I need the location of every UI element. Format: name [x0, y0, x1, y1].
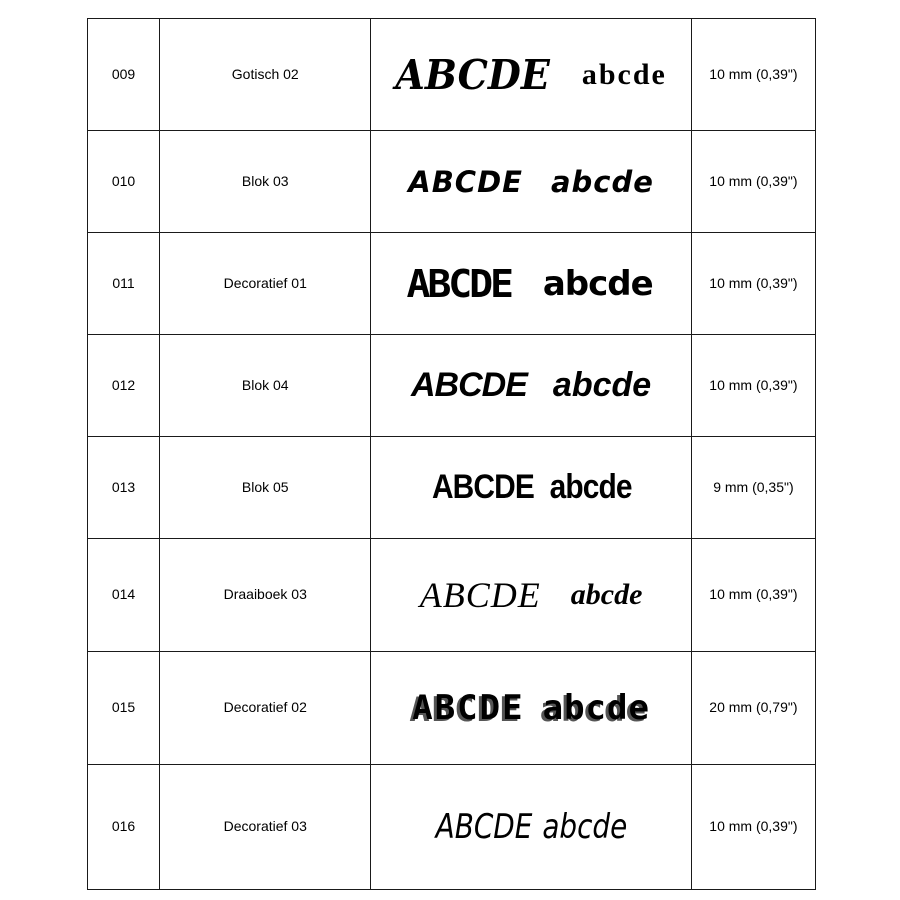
- font-number: 016: [111, 818, 136, 834]
- font-number-cell: [88, 539, 160, 652]
- sample-lowercase: abcde: [550, 468, 633, 506]
- font-size: 20 mm (0,79"): [709, 699, 798, 715]
- font-number: 012: [111, 376, 136, 393]
- font-name-cell: [160, 652, 371, 765]
- sample-uppercase: ABCDE: [431, 468, 534, 506]
- font-size: 10 mm (0,39"): [709, 65, 798, 82]
- sample-uppercase: ABCDE: [408, 164, 523, 199]
- font-number: 015: [111, 699, 136, 715]
- font-size: 10 mm (0,39"): [709, 376, 798, 393]
- font-sample-cell: [371, 335, 691, 437]
- font-number-cell: [88, 19, 160, 131]
- font-size-cell: [691, 652, 815, 765]
- font-name-cell: [160, 539, 371, 652]
- font-size-cell: [691, 131, 815, 233]
- font-table: [87, 18, 816, 890]
- font-name: Blok 04: [241, 376, 289, 393]
- font-sample-cell: [371, 539, 691, 652]
- sample-lowercase: abcde: [550, 164, 654, 199]
- font-size: 10 mm (0,39"): [709, 586, 798, 602]
- font-sample-cell: [371, 131, 691, 233]
- font-name-cell: [160, 437, 371, 539]
- font-name-cell: [160, 19, 371, 131]
- sample-uppercase: ABCDE: [411, 366, 527, 404]
- font-name: Decoratief 02: [223, 699, 307, 715]
- table-row: [88, 233, 816, 335]
- sample-lowercase: abcde: [581, 57, 667, 91]
- font-sample: [371, 468, 690, 507]
- font-name-cell: [160, 131, 371, 233]
- sample-lowercase: abcde: [542, 263, 653, 304]
- sample-lowercase: abcde: [542, 688, 650, 728]
- sample-uppercase: ABCDE: [395, 50, 550, 99]
- table-row: [88, 131, 816, 233]
- table-row: [88, 765, 816, 890]
- table-row: [88, 437, 816, 539]
- table-row: [88, 539, 816, 652]
- font-name: Draaiboek 03: [223, 586, 307, 602]
- sample-uppercase: ABCDE: [435, 807, 533, 847]
- font-size-cell: [691, 437, 815, 539]
- font-sample: [371, 262, 690, 306]
- table-row: [88, 652, 816, 765]
- font-number-cell: [88, 131, 160, 233]
- font-size-cell: [691, 539, 815, 652]
- font-size-cell: [691, 765, 815, 890]
- font-name: Gotisch 02: [231, 65, 299, 82]
- font-name: Decoratief 01: [223, 274, 307, 291]
- font-sample: [371, 807, 690, 847]
- font-size-cell: [691, 233, 815, 335]
- sample-uppercase: ABCDE: [412, 688, 525, 728]
- sample-uppercase: ABCDE: [419, 575, 541, 615]
- font-number-cell: [88, 335, 160, 437]
- font-number: 009: [111, 65, 136, 82]
- font-sample: [371, 574, 690, 616]
- font-number: 010: [111, 172, 136, 189]
- font-number-cell: [88, 437, 160, 539]
- font-size-cell: [691, 335, 815, 437]
- table-row: [88, 335, 816, 437]
- sample-lowercase: abcde: [570, 578, 643, 611]
- font-sample: [371, 165, 690, 199]
- font-size: 10 mm (0,39"): [709, 274, 798, 291]
- font-sample-cell: [371, 652, 691, 765]
- font-size: 10 mm (0,39"): [709, 172, 798, 189]
- font-number: 014: [111, 586, 136, 602]
- font-size: 9 mm (0,35"): [713, 478, 794, 495]
- font-sample: [371, 52, 690, 97]
- sample-uppercase: ABCDE: [406, 261, 512, 306]
- font-name-cell: [160, 765, 371, 890]
- font-name: Blok 03: [241, 172, 289, 189]
- table-row: [88, 19, 816, 131]
- font-sample-cell: [371, 233, 691, 335]
- font-name-cell: [160, 335, 371, 437]
- font-sample-cell: [371, 765, 691, 890]
- font-sample: [371, 688, 690, 728]
- font-sample-cell: [371, 437, 691, 539]
- sample-lowercase: abcde: [552, 366, 652, 404]
- font-number-cell: [88, 233, 160, 335]
- font-number: 011: [112, 274, 135, 291]
- font-name: Blok 05: [241, 478, 289, 495]
- sample-lowercase: abcde: [542, 807, 628, 847]
- font-name: Decoratief 03: [223, 818, 307, 834]
- font-sample-cell: [371, 19, 691, 131]
- font-size-cell: [691, 19, 815, 131]
- font-size: 10 mm (0,39"): [709, 818, 798, 834]
- font-number: 013: [111, 478, 136, 495]
- font-name-cell: [160, 233, 371, 335]
- font-number-cell: [88, 652, 160, 765]
- font-number-cell: [88, 765, 160, 890]
- font-sample: [371, 366, 690, 405]
